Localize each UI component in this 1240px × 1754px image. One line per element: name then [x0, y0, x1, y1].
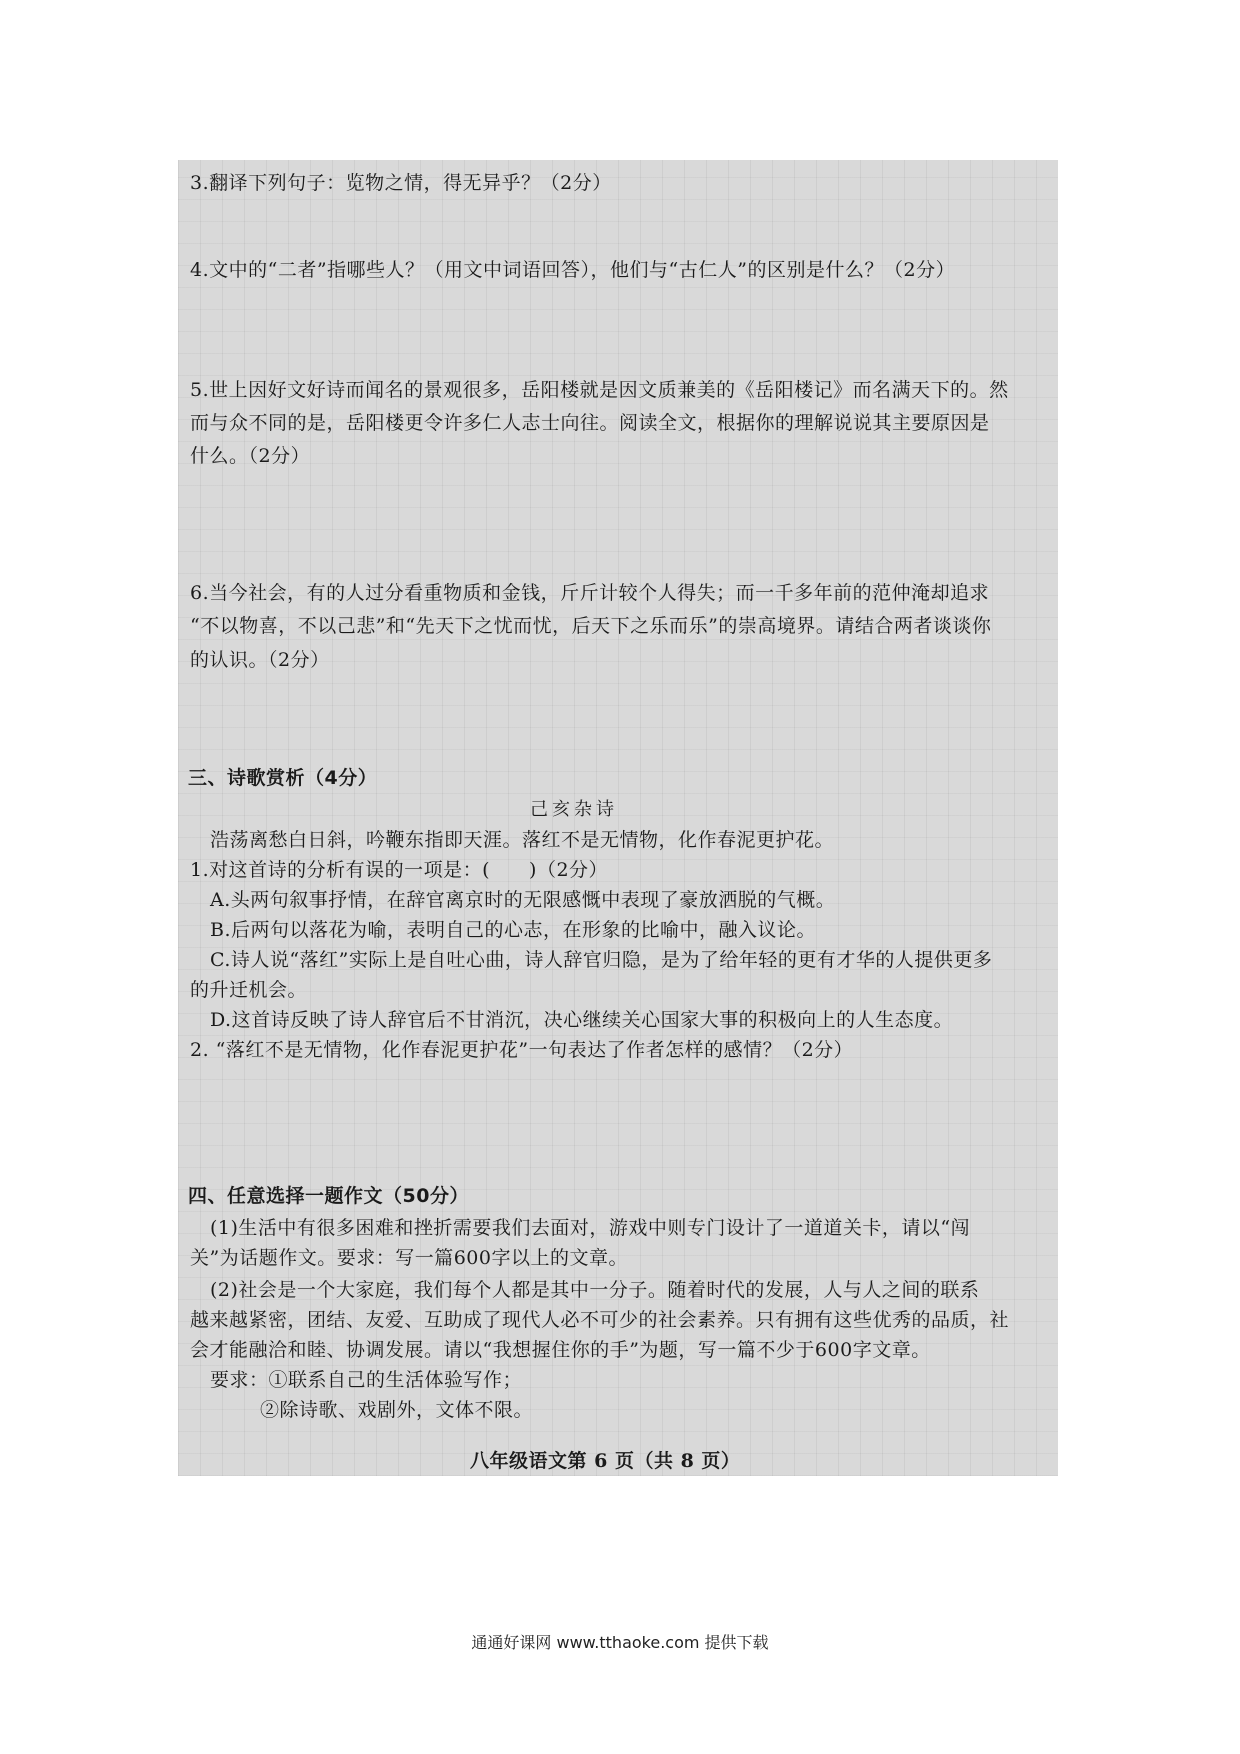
poetry-question-2: 2. “落红不是无情物，化作春泥更护花”一句表达了作者怎样的感情？（2分） [190, 1039, 854, 1061]
page-footer: 八年级语文第 6 页（共 8 页） [470, 1450, 741, 1472]
poem-text: 浩荡离愁白日斜，吟鞭东指即天涯。落红不是无情物，化作春泥更护花。 [210, 829, 835, 851]
question-5-line-2: 而与众不同的是，岳阳楼更令许多仁人志士向往。阅读全文，根据你的理解说说其主要原因是 [190, 412, 990, 434]
option-d: D.这首诗反映了诗人辞官后不甘消沉，决心继续关心国家大事的积极向上的人生态度。 [210, 1009, 954, 1031]
option-a: A.头两句叙事抒情，在辞官离京时的无限感慨中表现了豪放洒脱的气概。 [210, 889, 836, 911]
question-5-line-3: 什么。（2分） [190, 445, 311, 467]
poem-title: 己亥杂诗 [530, 799, 618, 820]
download-credit: 通通好课网 www.tthaoke.com 提供下载 [471, 1633, 769, 1652]
question-4: 4.文中的“二者”指哪些人？（用文中词语回答），他们与“古仁人”的区别是什么？（2分） [190, 259, 956, 281]
essay-line-4: 越来越紧密，团结、友爱、互助成了现代人必不可少的社会素养。只有拥有这些优秀的品质，社 [190, 1309, 1010, 1331]
option-b: B.后两句以落花为喻，表明自己的心志，在形象的比喻中，融入议论。 [210, 919, 817, 941]
essay-line-5: 会才能融洽和睦、协调发展。请以“我想握住你的手”为题，写一篇不少于600字文章。 [190, 1339, 931, 1361]
poetry-question-1: 1.对这首诗的分析有误的一项是：( )（2分） [190, 859, 609, 881]
question-5-line-1: 5.世上因好文好诗而闻名的景观很多，岳阳楼就是因文质兼美的《岳阳楼记》而名满天下的。然 [190, 379, 1009, 401]
question-6-line-2: “不以物喜，不以己悲”和“先天下之忧而忧，后天下之乐而乐”的崇高境界。请结合两者谈谈你 [190, 615, 992, 637]
question-6-line-1: 6.当今社会，有的人过分看重物质和金钱，斤斤计较个人得失；而一千多年前的范仲淹却追求 [190, 582, 990, 604]
essay-requirement-2: ②除诗歌、戏剧外，文体不限。 [260, 1399, 534, 1421]
section-3-heading: 三、诗歌赏析（4分） [188, 767, 378, 789]
option-c: C.诗人说“落红”实际上是自吐心曲，诗人辞官归隐，是为了给年轻的更有才华的人提供更多 [210, 949, 993, 971]
essay-line-2: 关”为话题作文。要求：写一篇600字以上的文章。 [190, 1247, 628, 1269]
section-4-heading: 四、任意选择一题作文（50分） [188, 1185, 469, 1207]
question-6-line-3: 的认识。（2分） [190, 649, 330, 671]
essay-requirement-1: 要求：①联系自己的生活体验写作； [210, 1369, 523, 1391]
essay-line-3: (2)社会是一个大家庭，我们每个人都是其中一分子。随着时代的发展，人与人之间的联系 [210, 1279, 980, 1301]
essay-line-1: (1)生活中有很多困难和挫折需要我们去面对，游戏中则专门设计了一道道关卡，请以“闯 [210, 1217, 971, 1239]
option-c-cont: 的升迁机会。 [190, 979, 308, 1001]
question-3: 3.翻译下列句子：览物之情，得无异乎？（2分） [190, 172, 612, 194]
